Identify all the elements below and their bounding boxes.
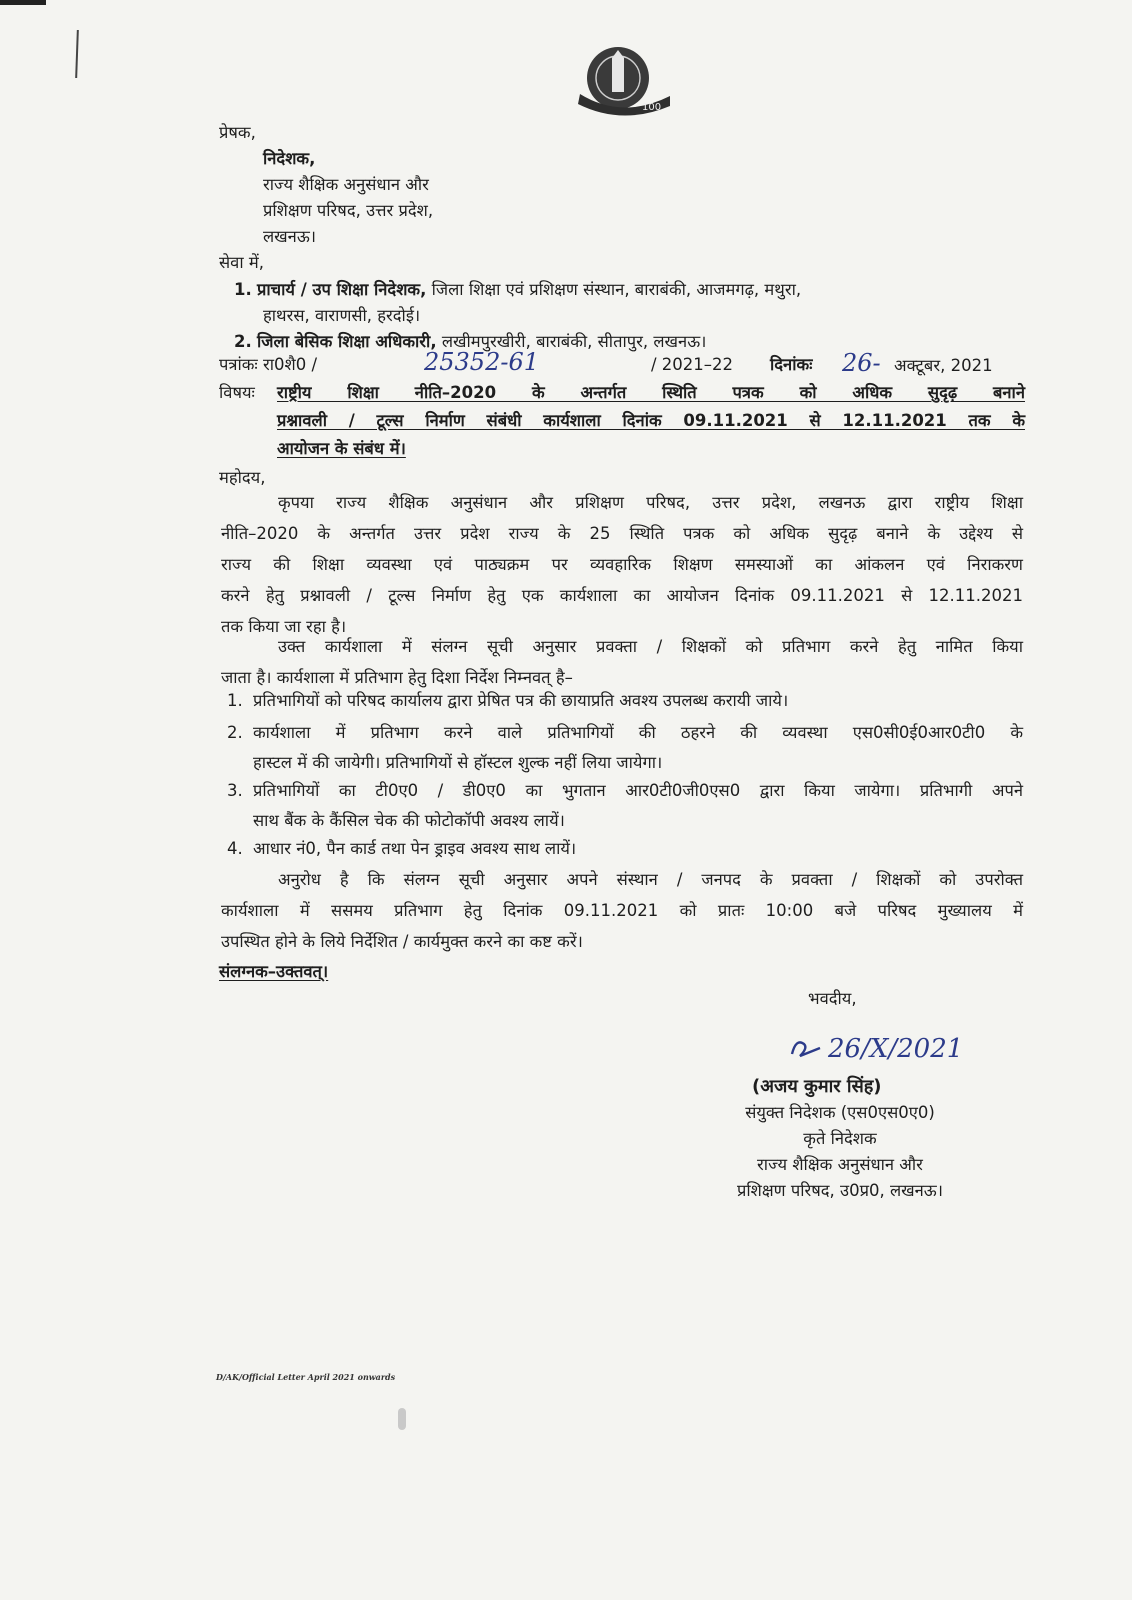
body-paragraph-2 [221, 631, 1023, 693]
subject-line3: आयोजन के संबंध में। [277, 439, 406, 458]
emblem-logo-icon [572, 44, 672, 116]
guideline-item-2 [227, 718, 1023, 778]
recipient-item-text: जिला शिक्षा एवं प्रशिक्षण संस्थान, बाराबंकी, आजमगढ़, मथुरा, [426, 280, 802, 299]
sender-line1: राज्य शैक्षिक अनुसंधान और [263, 175, 429, 194]
para-line: करने हेतु प्रश्नावली / टूल्स निर्माण हेतु एक कार्यशाला का आयोजन दिनांक 09.11.2021 से 12.11.2021 [221, 586, 1023, 605]
para-line: अनुरोध है कि संलग्न सूची अनुसार अपने संस्थान / जनपद के प्रवक्ता / शिक्षकों को उपरोक्त [278, 870, 1023, 889]
recipient-item-title: प्राचार्य / उप शिक्षा निदेशक, [257, 280, 427, 299]
margin-stroke [75, 30, 79, 78]
ref-date-rest: अक्टूबर, 2021 [894, 356, 993, 375]
signature-date: 26/X/2021 [828, 1034, 964, 1064]
ref-number-handwritten: 25352-61 [424, 348, 539, 376]
recipient-item-number: 1. [234, 280, 252, 299]
guideline-item-1 [227, 686, 1023, 716]
para-line: तक किया जा रहा है। [221, 617, 347, 636]
body-paragraph-3 [221, 864, 1023, 957]
ref-date-label: दिनांकः [770, 355, 813, 374]
subject-label: विषयः [219, 383, 255, 402]
recipient-item-text: लखीमपुरखीरी, बाराबंकी, सीतापुर, लखनऊ। [436, 332, 707, 351]
scan-smudge [398, 1408, 406, 1430]
scan-mark [0, 0, 46, 5]
guideline-line: प्रतिभागियों का टी0ए0 / डी0ए0 का भुगतान आर0टी0जी0एस0 द्वारा किया जायेगा। प्रतिभागी अपने [253, 781, 1023, 800]
recipient-item-1 [234, 279, 801, 301]
signature-stroke-icon [788, 1034, 824, 1064]
recipient-item-1-cont: हाथरस, वाराणसी, हरदोई। [263, 306, 421, 325]
para-line: उपस्थित होने के लिये निर्देशित / कार्यमुक्त करने का कष्ट करें। [221, 932, 583, 951]
para-line: नीति–2020 के अन्तर्गत उत्तर प्रदेश राज्य के 25 स्थिति पत्रक को अधिक सुदृढ़ बनाने के उद्देश्य से [221, 524, 1023, 543]
sender-line2: प्रशिक्षण परिषद, उत्तर प्रदेश, [263, 201, 434, 220]
recipient-label: सेवा में, [219, 253, 264, 272]
para-line: कृपया राज्य शैक्षिक अनुसंधान और प्रशिक्षण परिषद, उत्तर प्रदेश, लखनऊ द्वारा राष्ट्रीय शिक्षा [278, 493, 1023, 512]
closing-yours: भवदीय, [808, 989, 857, 1008]
footer-note: D/AK/Official Letter April 2021 onwards [216, 1372, 396, 1382]
recipient-item-title: जिला बेसिक शिक्षा अधिकारी, [257, 332, 437, 351]
recipient-item-number: 2. [234, 332, 252, 351]
guideline-item-4 [227, 834, 1023, 864]
guideline-item-3 [227, 776, 1023, 836]
ref-label: पत्रांकः रा0शै0 / [219, 355, 318, 374]
sender-line3: लखनऊ। [263, 227, 317, 246]
para-line: राज्य की शिक्षा व्यवस्था एवं पाठ्यक्रम पर व्यवहारिक शिक्षण समस्याओं का आंकलन एवं निराकरण [221, 555, 1023, 574]
para-line: उक्त कार्यशाला में संलग्न सूची अनुसार प्रवक्ता / शिक्षकों को प्रतिभाग करने हेतु नामित किया [278, 637, 1023, 656]
subject-line2: प्रश्नावली / टूल्स निर्माण संबंधी कार्यशाला दिनांक 09.11.2021 से 12.11.2021 तक के [277, 411, 1025, 430]
para-line: कार्यशाला में ससमय प्रतिभाग हेतु दिनांक 09.11.2021 को प्रातः 10:00 बजे परिषद मुख्यालय में [221, 901, 1023, 920]
signatory-designation-4: प्रशिक्षण परिषद, उ0प्र0, लखनऊ। [736, 1181, 944, 1200]
guideline-line: साथ बैंक के कैंसिल चेक की फोटोकॉपी अवश्य लायें। [253, 811, 565, 830]
sender-name: निदेशक, [263, 149, 316, 168]
signatory-designation-1: संयुक्त निदेशक (एस0एस0ए0) [745, 1103, 935, 1122]
ref-year: / 2021–22 [651, 355, 734, 374]
guideline-line: आधार नं0, पैन कार्ड तथा पेन ड्राइव अवश्य साथ लायें। [253, 839, 577, 858]
guideline-line: कार्यशाला में प्रतिभाग करने वाले प्रतिभागियों की ठहरने की व्यवस्था एस0सी0ई0आर0टी0 के [253, 723, 1023, 742]
subject-line1: राष्ट्रीय शिक्षा नीति–2020 के अन्तर्गत स्थिति पत्रक को अधिक सुदृढ़ बनाने [277, 383, 1025, 402]
body-paragraph-1 [221, 487, 1023, 642]
guideline-number: 3. [227, 781, 243, 800]
enclosure-note: संलग्नक–उक्तवत्। [219, 962, 329, 981]
guideline-number: 2. [227, 723, 243, 742]
signature-handwritten [828, 1034, 963, 1064]
salutation: महोदय, [219, 468, 266, 487]
signatory-designation-3: राज्य शैक्षिक अनुसंधान और [757, 1155, 923, 1174]
signatory-designation-2: कृते निदेशक [803, 1129, 877, 1148]
para-line: जाता है। कार्यशाला में प्रतिभाग हेतु दिशा निर्देश निम्नवत् है– [221, 668, 573, 687]
guideline-line: प्रतिभागियों को परिषद कार्यालय द्वारा प्रेषित पत्र की छायाप्रति अवश्य उपलब्ध करायी जाये। [253, 691, 789, 710]
guideline-number: 1. [227, 691, 243, 710]
guideline-number: 4. [227, 839, 243, 858]
guideline-line: हास्टल में की जायेगी। प्रतिभागियों से हॉस्टल शुल्क नहीं लिया जायेगा। [253, 753, 663, 772]
logo-text: 100 [642, 102, 662, 113]
signatory-name: (अजय कुमार सिंह) [752, 1076, 882, 1097]
sender-label: प्रेषक, [219, 123, 256, 142]
ref-date-handwritten: 26- [842, 349, 881, 377]
